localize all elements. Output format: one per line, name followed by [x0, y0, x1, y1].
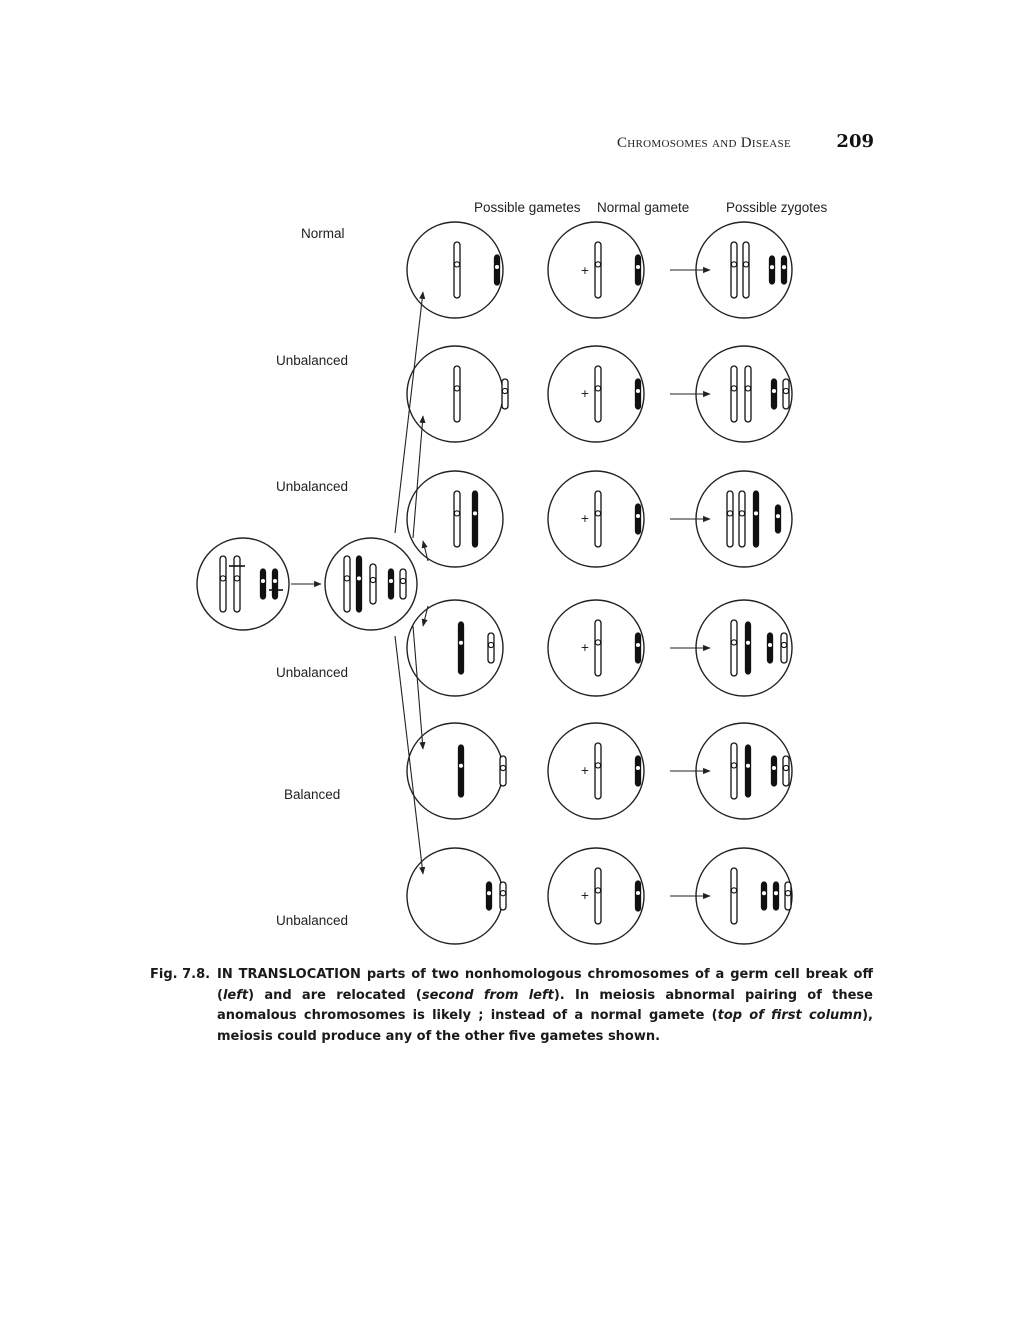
arrow-icon [395, 636, 423, 874]
short-chromosome-icon [635, 504, 640, 534]
short-chromosome-icon [635, 881, 640, 911]
long-chromosome-icon [595, 620, 601, 676]
chromosome-icon [771, 379, 776, 409]
chromosome-icon [454, 491, 460, 547]
long-chromosome-icon [595, 743, 601, 799]
chromosome-icon [783, 379, 789, 409]
chromosome-icon [739, 491, 745, 547]
chromosome-icon [743, 242, 749, 298]
chromosome-icon [500, 882, 506, 910]
row-label-unbalanced-3: Unbalanced [276, 665, 349, 680]
arrow-icon [395, 292, 423, 533]
chromosome-icon [388, 569, 393, 599]
row-label-balanced: Balanced [284, 787, 341, 802]
running-head [560, 131, 874, 155]
zygote-cell [696, 723, 792, 819]
row-label-unbalanced-2: Unbalanced [276, 479, 349, 494]
translocation-figure [190, 188, 840, 953]
chromosome-icon [731, 868, 737, 924]
caption-text: IN TRANSLOCATION parts of two nonhomologous chromosomes of a germ cell break off (left) and are relocated (second from left). In meiosis abnormal pairing of these anomalous chromosomes is likely ; instead of a normal gamete (top of first column), meiosis could produce any of the other five gametes shown. [217, 967, 873, 1044]
chromosome-icon [472, 491, 477, 547]
plus-sign: + [581, 763, 589, 778]
chromosome-icon [486, 882, 491, 910]
arrow-icon [413, 416, 423, 538]
chromosome-icon [781, 256, 786, 284]
chromosome-icon [400, 569, 406, 599]
chromosome-icon [745, 745, 750, 797]
plus-sign: + [581, 888, 589, 903]
chromosome-icon [356, 556, 361, 612]
column-header-possible-gametes: Possible gametes [474, 200, 581, 215]
long-chromosome-icon [595, 491, 601, 547]
plus-sign: + [581, 511, 589, 526]
row-label-unbalanced-4: Unbalanced [276, 913, 349, 928]
chromosome-icon [454, 242, 460, 298]
arrow-icon [423, 606, 428, 626]
column-header-possible-zygotes: Possible zygotes [726, 200, 828, 215]
chromosome-icon [454, 366, 460, 422]
long-chromosome-icon [595, 242, 601, 298]
arrow-icon [413, 626, 423, 749]
row-label-normal: Normal [301, 226, 345, 241]
chromosome-icon [494, 255, 499, 285]
caption-number: Fig. 7.8. [150, 967, 211, 982]
long-chromosome-icon [595, 868, 601, 924]
chromosome-icon [234, 556, 240, 612]
chromosome-icon [771, 756, 776, 786]
row-label-unbalanced-1: Unbalanced [276, 353, 349, 368]
column-header-normal-gamete: Normal gamete [597, 200, 690, 215]
chromosome-icon [458, 622, 463, 674]
short-chromosome-icon [635, 379, 640, 409]
short-chromosome-icon [635, 633, 640, 663]
chromosome-icon [260, 569, 265, 599]
long-chromosome-icon [595, 366, 601, 422]
chromosome-icon [458, 745, 463, 797]
chromosome-icon [488, 633, 494, 663]
plus-sign: + [581, 386, 589, 401]
gamete-cell [407, 723, 503, 819]
chromosome-icon [731, 366, 737, 422]
figure-caption [150, 965, 873, 1047]
chromosome-icon [344, 556, 350, 612]
translocation-diagram [190, 188, 840, 953]
chromosome-icon [761, 882, 766, 910]
chromosome-icon [731, 743, 737, 799]
arrow-icon [423, 541, 428, 561]
chromosome-icon [781, 633, 787, 663]
zygote-cell [696, 346, 792, 442]
chromosome-icon [767, 633, 772, 663]
chromosome-icon [272, 569, 277, 599]
chromosome-icon [731, 242, 737, 298]
chromosome-icon [785, 882, 791, 910]
chromosome-icon [783, 756, 789, 786]
chromosome-icon [727, 491, 733, 547]
plus-sign: + [581, 640, 589, 655]
chromosome-icon [502, 379, 508, 409]
chromosome-icon [745, 366, 751, 422]
chromosome-icon [370, 564, 376, 604]
chromosome-icon [745, 622, 750, 674]
page-number: 209 [836, 131, 874, 152]
chromosome-icon [753, 491, 758, 547]
plus-sign: + [581, 263, 589, 278]
chromosome-icon [731, 620, 737, 676]
zygote-cell [696, 600, 792, 696]
chromosome-icon [769, 256, 774, 284]
short-chromosome-icon [635, 255, 640, 285]
chromosome-icon [775, 505, 780, 533]
running-title: Chromosomes and Disease [617, 135, 791, 151]
chromosome-icon [500, 756, 506, 786]
chromosome-icon [773, 882, 778, 910]
chromosome-icon [220, 556, 226, 612]
short-chromosome-icon [635, 756, 640, 786]
